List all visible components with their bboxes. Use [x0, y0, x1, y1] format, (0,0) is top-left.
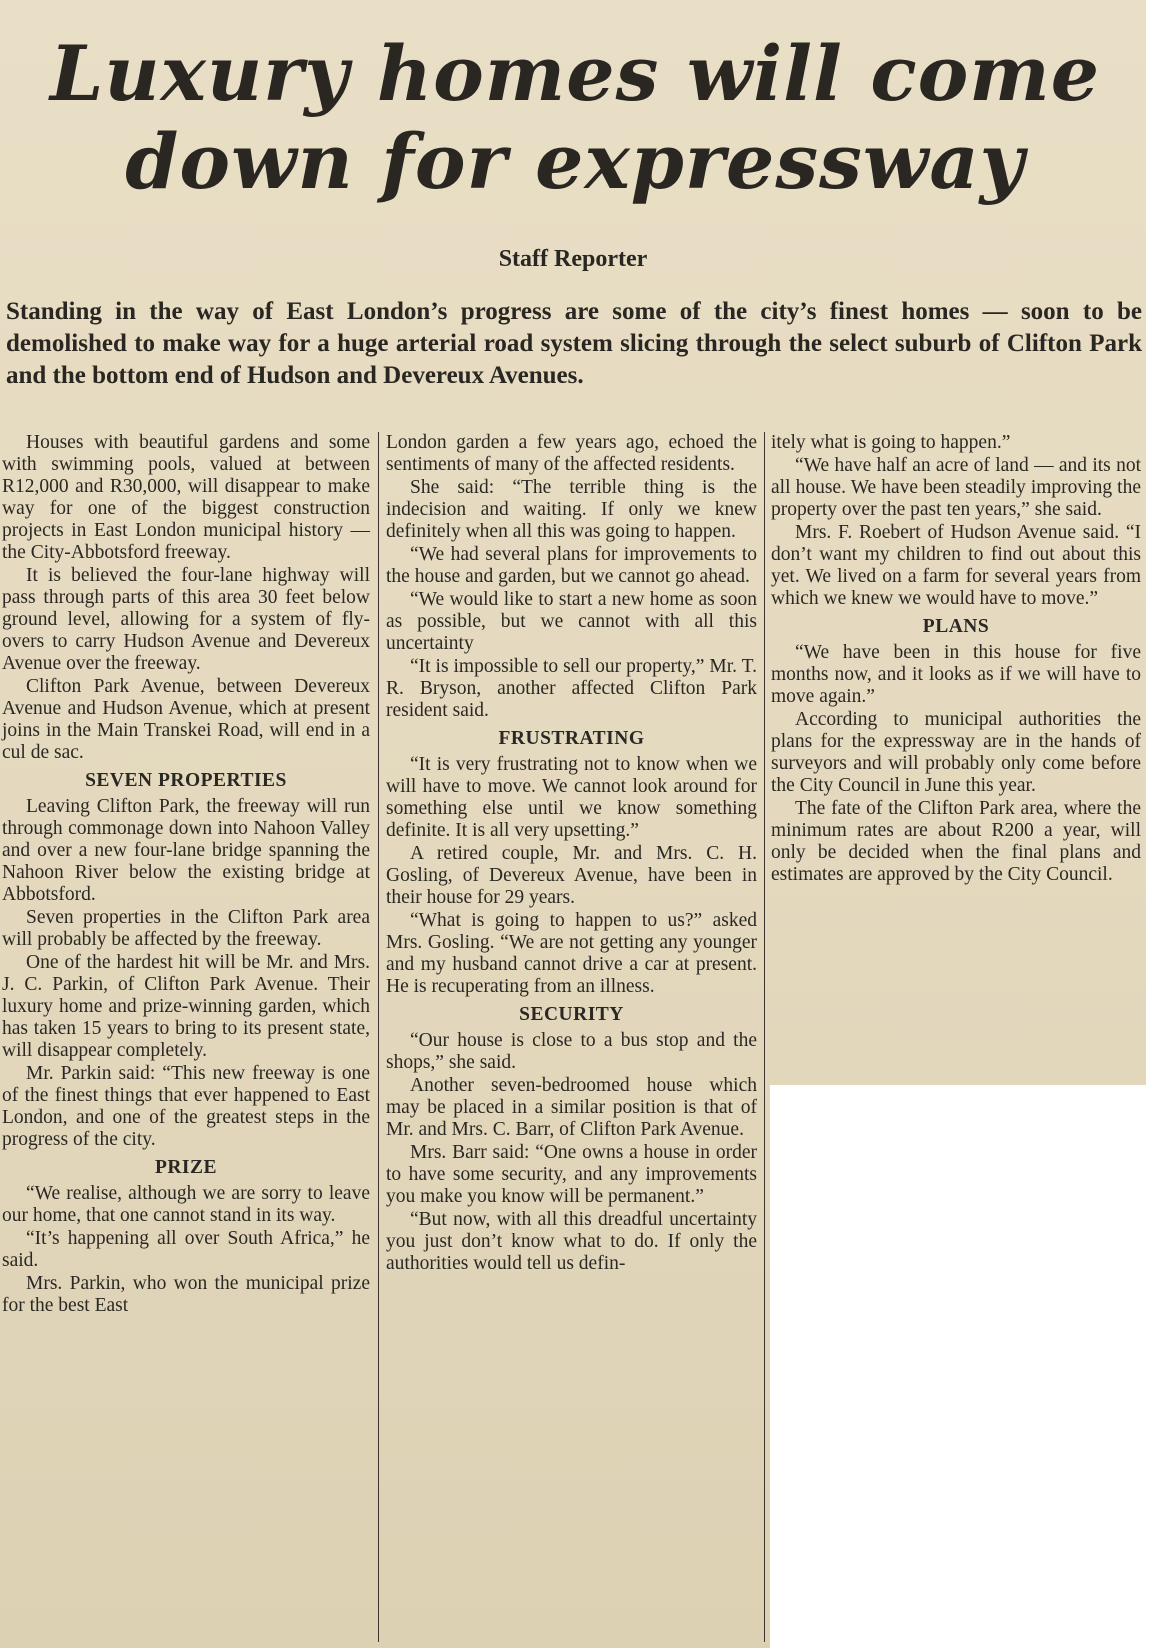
paragraph: “We realise, although we are sorry to leave our home, that one cannot stand in its way.: [2, 1183, 370, 1226]
paragraph: “We have half an acre of land — and its not all house. We have been steadily improving the property over the past ten years,” she said.: [771, 455, 1141, 520]
paragraph: According to municipal authorities the plans for the expressway are in the hands of surveyors and will probably only come before the City Council in June this year.: [771, 709, 1141, 796]
headline-line-2: down for expressway: [125, 117, 1025, 206]
paragraph: “What is going to happen to us?” asked Mrs. Gosling. “We are not getting any younger and my husband cannot drive a car at present. He is recuperating from an illness.: [386, 910, 757, 997]
paragraph: A retired couple, Mr. and Mrs. C. H. Gosling, of Devereux Avenue, have been in their house for 29 years.: [386, 843, 757, 908]
intro-paragraph: Standing in the way of East London’s progress are some of the city’s finest homes — soon to be demolished to make way for a huge arterial road system slicing through the select suburb of Clifton Park and the bottom end of Hudson and Devereux Avenues.: [6, 298, 1142, 389]
paragraph: Mrs. F. Roebert of Hudson Avenue said. “I don’t want my children to find out about this yet. We lived on a farm for several years from which we knew we would have to move.”: [771, 522, 1141, 609]
paragraph: “But now, with all this dreadful uncertainty you just don’t know what to do. If only the authorities would tell us defin-: [386, 1209, 757, 1274]
column-divider: [764, 432, 765, 1642]
paragraph: Mr. Parkin said: “This new freeway is one of the finest things that ever happened to East London, and one of the greatest steps in the progress of the city.: [2, 1063, 370, 1150]
paragraph: Mrs. Parkin, who won the municipal prize for the best East: [2, 1273, 370, 1316]
paragraph: It is believed the four-lane highway will pass through parts of this area 30 feet below ground level, allowing for a system of fly-overs to carry Hudson Avenue and Devereux Avenue over the freeway.: [2, 565, 370, 674]
column-divider: [378, 432, 379, 1642]
subheading: PRIZE: [154, 1157, 218, 1178]
byline: Staff Reporter: [498, 246, 648, 272]
paragraph: Another seven-bedroomed house which may be placed in a similar position is that of Mr. and Mrs. C. Barr, of Clifton Park Avenue.: [386, 1075, 757, 1140]
paragraph: Houses with beautiful gardens and some with swimming pools, valued at between R12,000 and R30,000, will disappear to make way for one of the biggest construction projects in East London municipal history —the City-Abbotsford freeway.: [2, 432, 370, 563]
paragraph: “It’s happening all over South Africa,” he said.: [2, 1228, 370, 1271]
subheading: SEVEN PROPERTIES: [85, 770, 287, 791]
paragraph: “We have been in this house for five months now, and it looks as if we will have to move again.”: [771, 642, 1141, 707]
headline-line-1: Luxury homes will come: [49, 29, 1101, 118]
paragraph: The fate of the Clifton Park area, where the minimum rates are about R200 a year, will only be decided when the final plans and estimates are approved by the City Council.: [771, 798, 1141, 885]
paragraph: “We would like to start a new home as soon as possible, but we cannot with all this uncertainty: [386, 589, 757, 654]
paragraph: itely what is going to happen.”: [771, 432, 1011, 453]
paragraph: Seven properties in the Clifton Park area will probably be affected by the freeway.: [2, 907, 370, 950]
paragraph: Leaving Clifton Park, the freeway will run through commonage down into Nahoon Valley and over a new four-lane bridge spanning the Nahoon River below the existing bridge at Abbotsford.: [2, 796, 370, 905]
paragraph: Mrs. Barr said: “One owns a house in order to have some security, and any improvements you make you know will be permanent.”: [386, 1142, 757, 1207]
subheading: FRUSTRATING: [498, 728, 645, 749]
paragraph: Clifton Park Avenue, between Devereux Avenue and Hudson Avenue, which at present joins in the Main Transkei Road, will end in a cul de sac.: [2, 676, 370, 763]
paragraph: “It is very frustrating not to know when we will have to move. We cannot look around for something else until we know something definite. It is all very upsetting.”: [386, 754, 757, 841]
column-1: [2, 432, 370, 1318]
paragraph: One of the hardest hit will be Mr. and Mrs. J. C. Parkin, of Clifton Park Avenue. Their luxury home and prize-winning garden, which has taken 15 years to bring to its present state, will disappear completely.: [2, 952, 370, 1061]
paragraph: “Our house is close to a bus stop and the shops,” she said.: [386, 1030, 757, 1073]
subheading: PLANS: [922, 616, 990, 637]
paragraph: She said: “The terrible thing is the indecision and waiting. If only we knew definitely when all this was going to happen.: [386, 477, 757, 542]
paragraph: “It is impossible to sell our property,” Mr. T. R. Bryson, another affected Clifton Park resident said.: [386, 656, 757, 721]
subheading: SECURITY: [519, 1004, 624, 1025]
paragraph: “We had several plans for improvements to the house and garden, but we cannot go ahead.: [386, 544, 757, 587]
paragraph: London garden a few years ago, echoed the sentiments of many of the affected residents.: [386, 432, 757, 475]
column-2: [386, 432, 757, 1276]
column-3: [771, 432, 1141, 887]
clipping-cutout-area: [770, 1085, 1157, 1652]
headline: [20, 30, 1130, 206]
